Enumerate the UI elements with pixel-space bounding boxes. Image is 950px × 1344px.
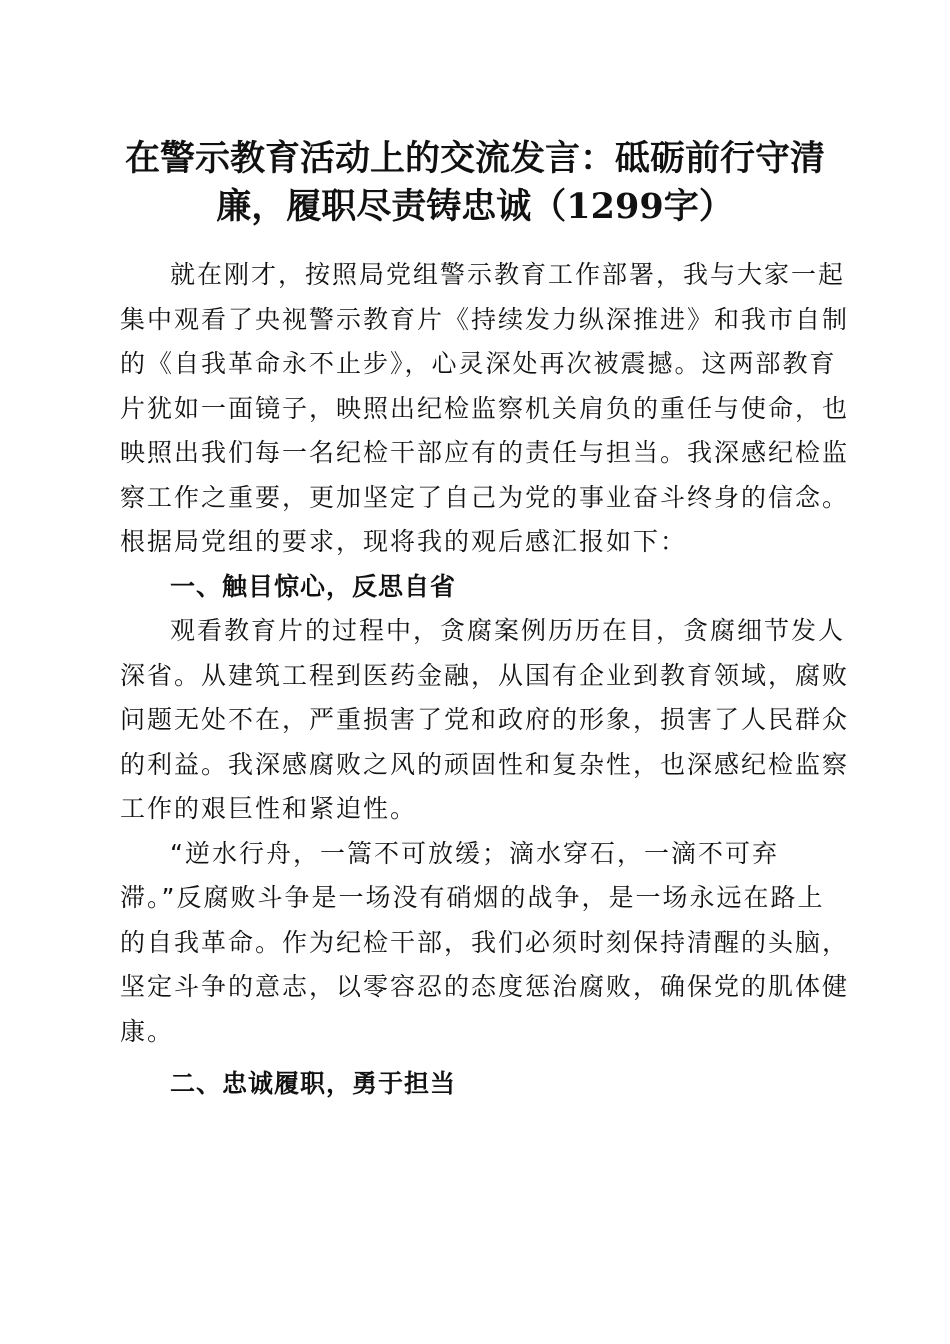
text-line: 就在刚才，按照局党组警示教育工作部署，我与大家一起 [170, 260, 846, 289]
text-line: 根据局党组的要求，现将我的观后感汇报如下： [120, 527, 688, 556]
text-line: 康。 [120, 1016, 175, 1046]
section-heading-2: 二、忠诚履职，勇于担当 [170, 1069, 457, 1098]
text-line: 问题无处不在，严重损害了党和政府的形象，损害了人民群众 [120, 705, 850, 734]
text-line: 滞。”反腐败斗争是一场没有硝烟的战争，是一场永远在路上 [120, 883, 825, 912]
document-title [100, 135, 850, 231]
text-line: “逆水行舟，一篙不可放缓；滴水穿石，一滴不可弃 [170, 838, 779, 868]
title-line-2: 廉，履职尽责铸忠诚（1299字） [216, 186, 734, 227]
text-line: 深省。从建筑工程到医药金融，从国有企业到教育领域，腐败 [120, 660, 850, 690]
text-line: 片犹如一面镜子，映照出纪检监察机关肩负的重任与使命，也 [120, 393, 850, 423]
paragraph-reflection [120, 609, 850, 832]
section-heading-1: 一、触目惊心，反思自省 [170, 571, 457, 601]
text-line: 工作的艰巨性和紧迫性。 [120, 794, 418, 823]
text-line: 的自我革命。作为纪检干部，我们必须时刻保持清醒的头脑， [120, 927, 850, 957]
text-line: 察工作之重要，更加坚定了自己为党的事业奋斗终身的信念。 [120, 482, 850, 512]
paragraph-quote [120, 832, 850, 1055]
title-line-1: 在警示教育活动上的交流发言：砥砺前行守清 [124, 138, 825, 179]
paragraph-intro [120, 253, 850, 565]
text-line: 映照出我们每一名纪检干部应有的责任与担当。我深感纪检监 [120, 438, 850, 467]
document-body [120, 253, 850, 1107]
text-line: 集中观看了央视警示教育片《持续发力纵深推进》和我市自制 [120, 304, 850, 334]
text-line: 的《自我革命永不止步》，心灵深处再次被震撼。这两部教育 [120, 349, 837, 378]
text-line: 的利益。我深感腐败之风的顽固性和复杂性，也深感纪检监察 [120, 749, 850, 779]
text-line: 坚定斗争的意志，以零容忍的态度惩治腐败，确保党的肌体健 [120, 972, 850, 1001]
text-line: 观看教育片的过程中，贪腐案例历历在目，贪腐细节发人 [170, 616, 846, 645]
